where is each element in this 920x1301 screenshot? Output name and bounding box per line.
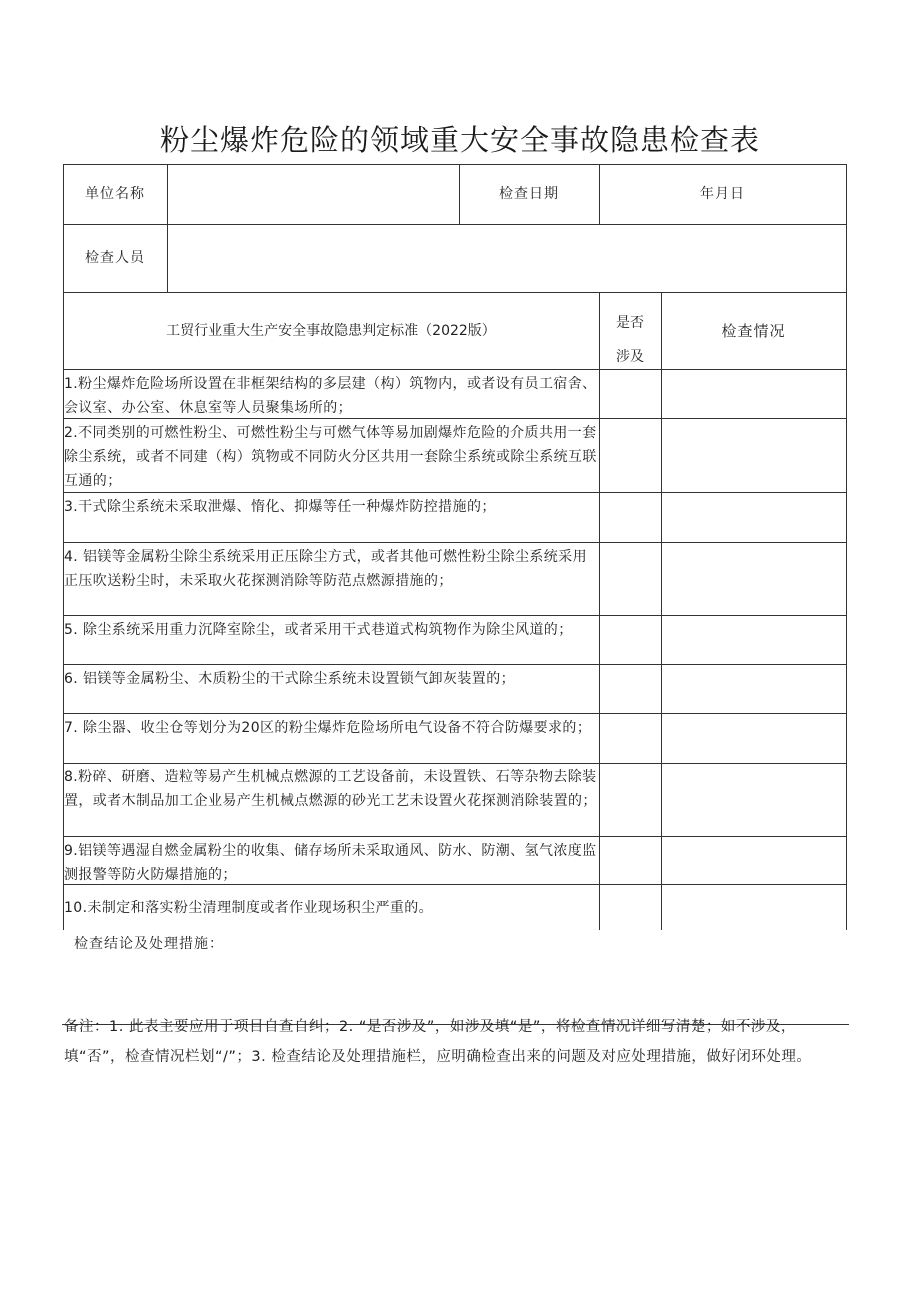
table-row: 7. 除尘器、收尘仓等划分为20区的粉尘爆炸危险场所电气设备不符合防爆要求的； — [64, 720, 592, 736]
table-row: 1.粉尘爆炸危险场所设置在非框架结构的多层建（构）筑物内，或者设有员工宿舍、会议室、办公室、休息室等人员聚集场所的； — [64, 376, 597, 416]
status-cell[interactable] — [662, 714, 846, 763]
status-cell[interactable] — [662, 837, 846, 884]
conclusion-label: 检查结论及处理措施： — [74, 936, 224, 952]
involved-header-line1: 是否 — [616, 315, 644, 331]
table-border-right — [846, 164, 847, 930]
status-cell[interactable] — [662, 419, 846, 492]
involved-cell[interactable] — [600, 837, 661, 884]
status-cell[interactable] — [662, 616, 846, 664]
table-row: 4. 铝镁等金属粉尘除尘系统采用正压除尘方式，或者其他可燃性粉尘除尘系统采用正压吹送粉尘时，未采取火花探测消除等防范点燃源措施的； — [64, 549, 588, 589]
status-cell[interactable] — [662, 370, 846, 418]
page-title: 粉尘爆炸危险的领域重大安全事故隐患检查表 — [159, 123, 760, 157]
check-date-label: 检查日期 — [499, 186, 559, 202]
involved-cell[interactable] — [600, 714, 661, 763]
involved-cell[interactable] — [600, 419, 661, 492]
status-cell[interactable] — [662, 764, 846, 836]
inspector-label: 检查人员 — [85, 250, 145, 266]
table-row-divider — [63, 292, 847, 293]
involved-column-header — [599, 306, 661, 374]
note-text: 备注：1. 此表主要应用于项目自查自纠；2. “是否涉及”，如涉及填“是”，将检查情况详细写清楚；如不涉及，填“否”，检查情况栏划“/”；3. 检查结论及处理措施栏，应明确检查出来的问题及对应处理措施，做好闭环处理。 — [64, 1019, 812, 1065]
standard-column-header: 工贸行业重大生产安全事故隐患判定标准（2022版） — [166, 323, 496, 339]
table-row: 10.未制定和落实粉尘清理制度或者作业现场积尘严重的。 — [64, 900, 434, 916]
table-row: 3.干式除尘系统未采取泄爆、惰化、抑爆等任一种爆炸防控措施的； — [64, 499, 496, 515]
status-cell[interactable] — [662, 665, 846, 713]
table-row: 8.粉碎、研磨、造粒等易产生机械点燃源的工艺设备前，未设置铁、石等杂物去除装置，或者木制品加工企业易产生机械点燃源的砂光工艺未设置火花探测消除装置的； — [64, 769, 597, 809]
table-row: 6. 铝镁等金属粉尘、木质粉尘的干式除尘系统未设置锁气卸灰装置的； — [64, 671, 516, 687]
table-row: 5. 除尘系统采用重力沉降室除尘，或者采用干式巷道式构筑物作为除尘风道的； — [64, 622, 573, 638]
involved-cell[interactable] — [600, 665, 661, 713]
involved-cell[interactable] — [600, 543, 661, 615]
unit-name-label: 单位名称 — [85, 186, 145, 202]
status-cell[interactable] — [662, 543, 846, 615]
involved-header-line2: 涉及 — [616, 349, 644, 365]
inspector-field[interactable] — [168, 225, 846, 292]
status-cell[interactable] — [662, 885, 846, 930]
table-row: 2.不同类别的可燃性粉尘、可燃性粉尘与可燃气体等易加剧爆炸危险的介质共用一套除尘系统，或者不同建（构）筑物或不同防火分区共用一套除尘系统或除尘系统互联互通的； — [64, 425, 597, 489]
check-date-field[interactable]: 年月日 — [700, 186, 745, 202]
involved-cell[interactable] — [600, 764, 661, 836]
table-row: 9.铝镁等遇湿自燃金属粉尘的收集、储存场所未采取通风、防水、防潮、氢气浓度监测报警等防火防爆措施的； — [64, 843, 597, 883]
involved-cell[interactable] — [600, 885, 661, 930]
unit-name-field[interactable] — [168, 165, 459, 224]
involved-cell[interactable] — [600, 493, 661, 542]
involved-cell[interactable] — [600, 616, 661, 664]
involved-cell[interactable] — [600, 370, 661, 418]
status-cell[interactable] — [662, 493, 846, 542]
status-column-header: 检查情况 — [721, 322, 786, 340]
